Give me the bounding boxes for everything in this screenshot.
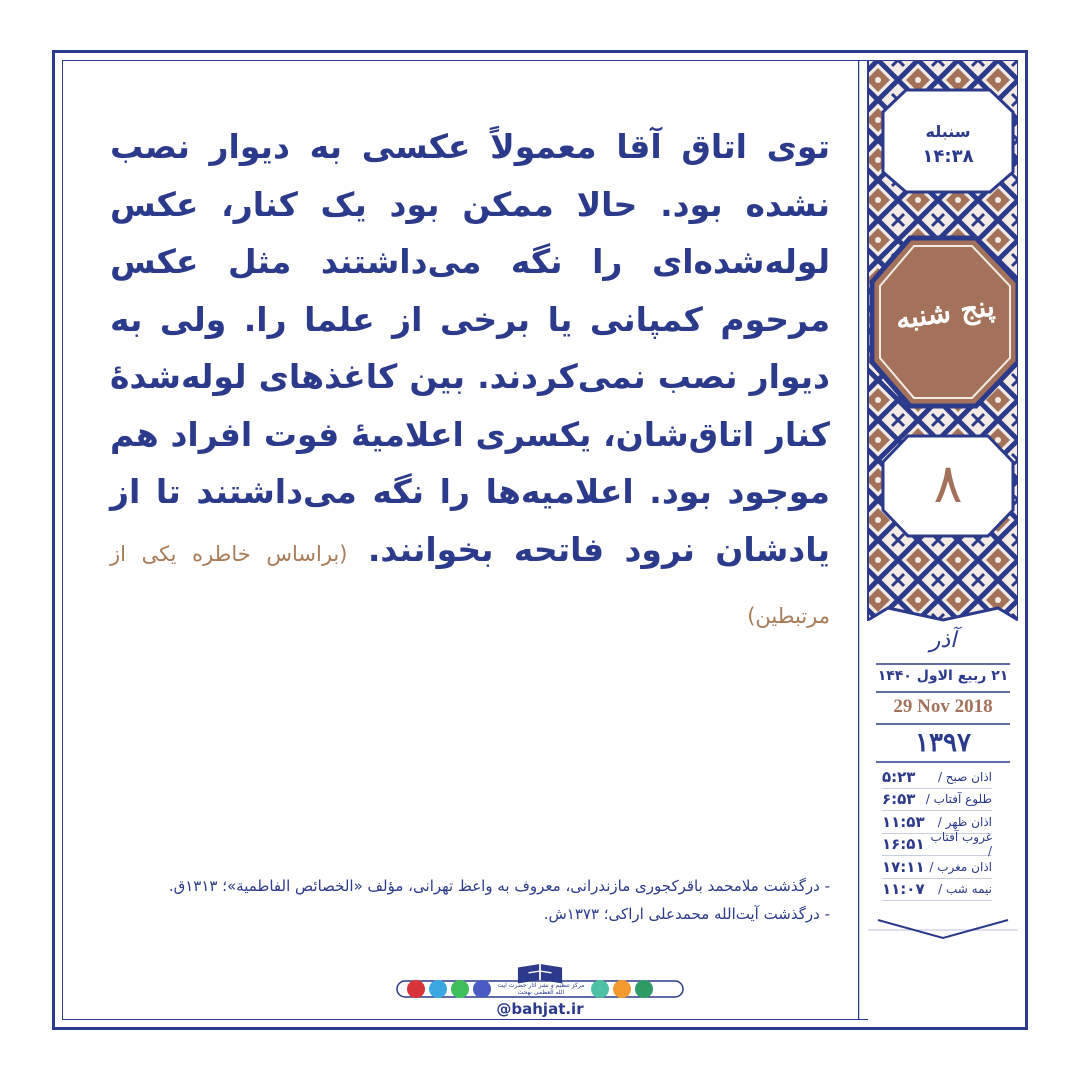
gap-icon[interactable] [473, 980, 491, 998]
weekday-label: پنج شنبه [893, 289, 997, 336]
prayer-row [882, 879, 992, 902]
day-number: ۸ [933, 452, 963, 515]
prayer-time: ۱۱:۰۷ [882, 880, 925, 899]
instagram-icon[interactable] [591, 980, 609, 998]
soroush-icon[interactable] [451, 980, 469, 998]
prayer-row [882, 766, 992, 789]
aparat-icon[interactable] [407, 980, 425, 998]
bale-icon[interactable] [635, 980, 653, 998]
prayer-label: اذان صبح / [937, 769, 992, 784]
gregorian-date: 29 Nov 2018 [893, 696, 993, 717]
prayer-time: ۱۱:۵۳ [882, 812, 925, 831]
prayer-time: ۱۷:۱۱ [882, 857, 925, 876]
solar-year: ۱۳۹۷ [915, 728, 971, 758]
prayer-time: ۶:۵۳ [882, 790, 916, 809]
footer [395, 956, 685, 1026]
month-name: آذر [929, 628, 957, 653]
prayer-row [882, 830, 992, 859]
prayer-label: اذان مغرب / [929, 859, 992, 874]
season-time: ۱۴:۳۸ [922, 146, 974, 167]
season-label: سنبله [925, 122, 971, 141]
prayer-time: ۱۶:۵۱ [882, 835, 925, 854]
prayer-row [882, 789, 992, 812]
prayer-label: نیمه شب / [938, 882, 992, 897]
note-item: - درگذشت آیت‌الله محمدعلی اراکی؛ ۱۳۷۳ش. [543, 905, 830, 923]
prayer-time: ۵:۲۳ [882, 767, 916, 786]
main-text: توی اتاق آقا معمولاً عکسی به دیوار نصب نشده بود. حالا ممکن بود یک کنار، عکس لوله‌شده‌ای را نگه می‌داشتند مثل عکس مرحوم کمپانی یا برخی از علما را. ولی به دیوار نصب نمی‌کردند. بین کاغذهای لوله‌شدهٔ کنار اتاق‌شان، یکسری اعلامیهٔ فوت افراد هم موجود بود. اعلامیه‌ها را نگه می‌داشتند تا از یادشان نرود فاتحه بخوانند. [110, 127, 830, 569]
hijri-date: ۲۱ ربیع الاول ۱۴۴۰ [877, 668, 1009, 684]
main-text-block [110, 118, 830, 646]
note-item: - درگذشت ملامحمد باقرکجوری مازندرانی، معروف به واعظ تهرانی، مؤلف «الخصائص الفاطمیة»؛ ۱۳۱۳ق. [168, 877, 830, 895]
prayer-label: غروب آفتاب / [930, 830, 992, 859]
notes [80, 872, 830, 928]
prayer-row [882, 856, 992, 879]
eitaa-icon[interactable] [613, 980, 631, 998]
prayer-label: اذان ظهر / [937, 814, 992, 829]
instagram-handle[interactable]: @bahjat.ir [496, 1000, 584, 1018]
prayer-label: طلوع آفتاب / [925, 792, 992, 807]
org-name: مرکز تنظیم و نشر آثار حضرت آیت الله العظمی بهجت [497, 982, 585, 996]
prayer-times [882, 766, 992, 901]
telegram-icon[interactable] [429, 980, 447, 998]
source-note: (براساس خاطره یکی از مرتبطین) [110, 541, 830, 628]
